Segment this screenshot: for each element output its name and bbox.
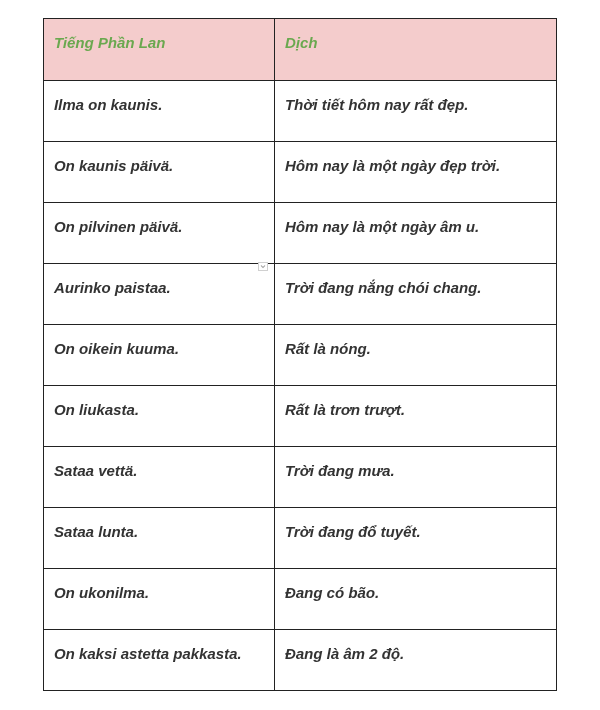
header-finnish (44, 19, 275, 81)
finnish-cell: On kaunis päivä. (44, 142, 275, 203)
finnish-cell: Sataa lunta. (44, 508, 275, 569)
translation-cell: Thời tiết hôm nay rất đẹp. (275, 81, 557, 142)
table-row (44, 569, 557, 630)
finnish-cell: On liukasta. (44, 386, 275, 447)
table-row (44, 203, 557, 264)
translation-cell: Rất là nóng. (275, 325, 557, 386)
table-row (44, 630, 557, 691)
translation-cell: Trời đang đổ tuyết. (275, 508, 557, 569)
table-row (44, 325, 557, 386)
translation-cell: Trời đang mưa. (275, 447, 557, 508)
translation-cell: Hôm nay là một ngày âm u. (275, 203, 557, 264)
translation-cell: Đang là âm 2 độ. (275, 630, 557, 691)
translation-cell: Rất là trơn trượt. (275, 386, 557, 447)
table-row (44, 447, 557, 508)
translation-cell: Trời đang nắng chói chang. (275, 264, 557, 325)
chevron-down-icon[interactable] (258, 262, 268, 271)
finnish-cell: On pilvinen päivä. (44, 203, 275, 264)
translation-cell: Đang có bão. (275, 569, 557, 630)
table-row (44, 386, 557, 447)
finnish-cell: On ukonilma. (44, 569, 275, 630)
finnish-cell: Aurinko paistaa. (44, 264, 275, 325)
finnish-cell: Ilma on kaunis. (44, 81, 275, 142)
table-row (44, 81, 557, 142)
table-row (44, 264, 557, 325)
header-translation-label: Dịch (285, 35, 318, 52)
header-finnish-label: Tiếng Phần Lan (54, 35, 166, 52)
finnish-cell: Sataa vettä. (44, 447, 275, 508)
phrase-table-container (43, 18, 556, 691)
table-row (44, 508, 557, 569)
table-row (44, 142, 557, 203)
table-header-row (44, 19, 557, 81)
header-translation (275, 19, 557, 81)
translation-cell: Hôm nay là một ngày đẹp trời. (275, 142, 557, 203)
finnish-cell: On oikein kuuma. (44, 325, 275, 386)
phrase-table (43, 18, 557, 691)
finnish-cell: On kaksi astetta pakkasta. (44, 630, 275, 691)
